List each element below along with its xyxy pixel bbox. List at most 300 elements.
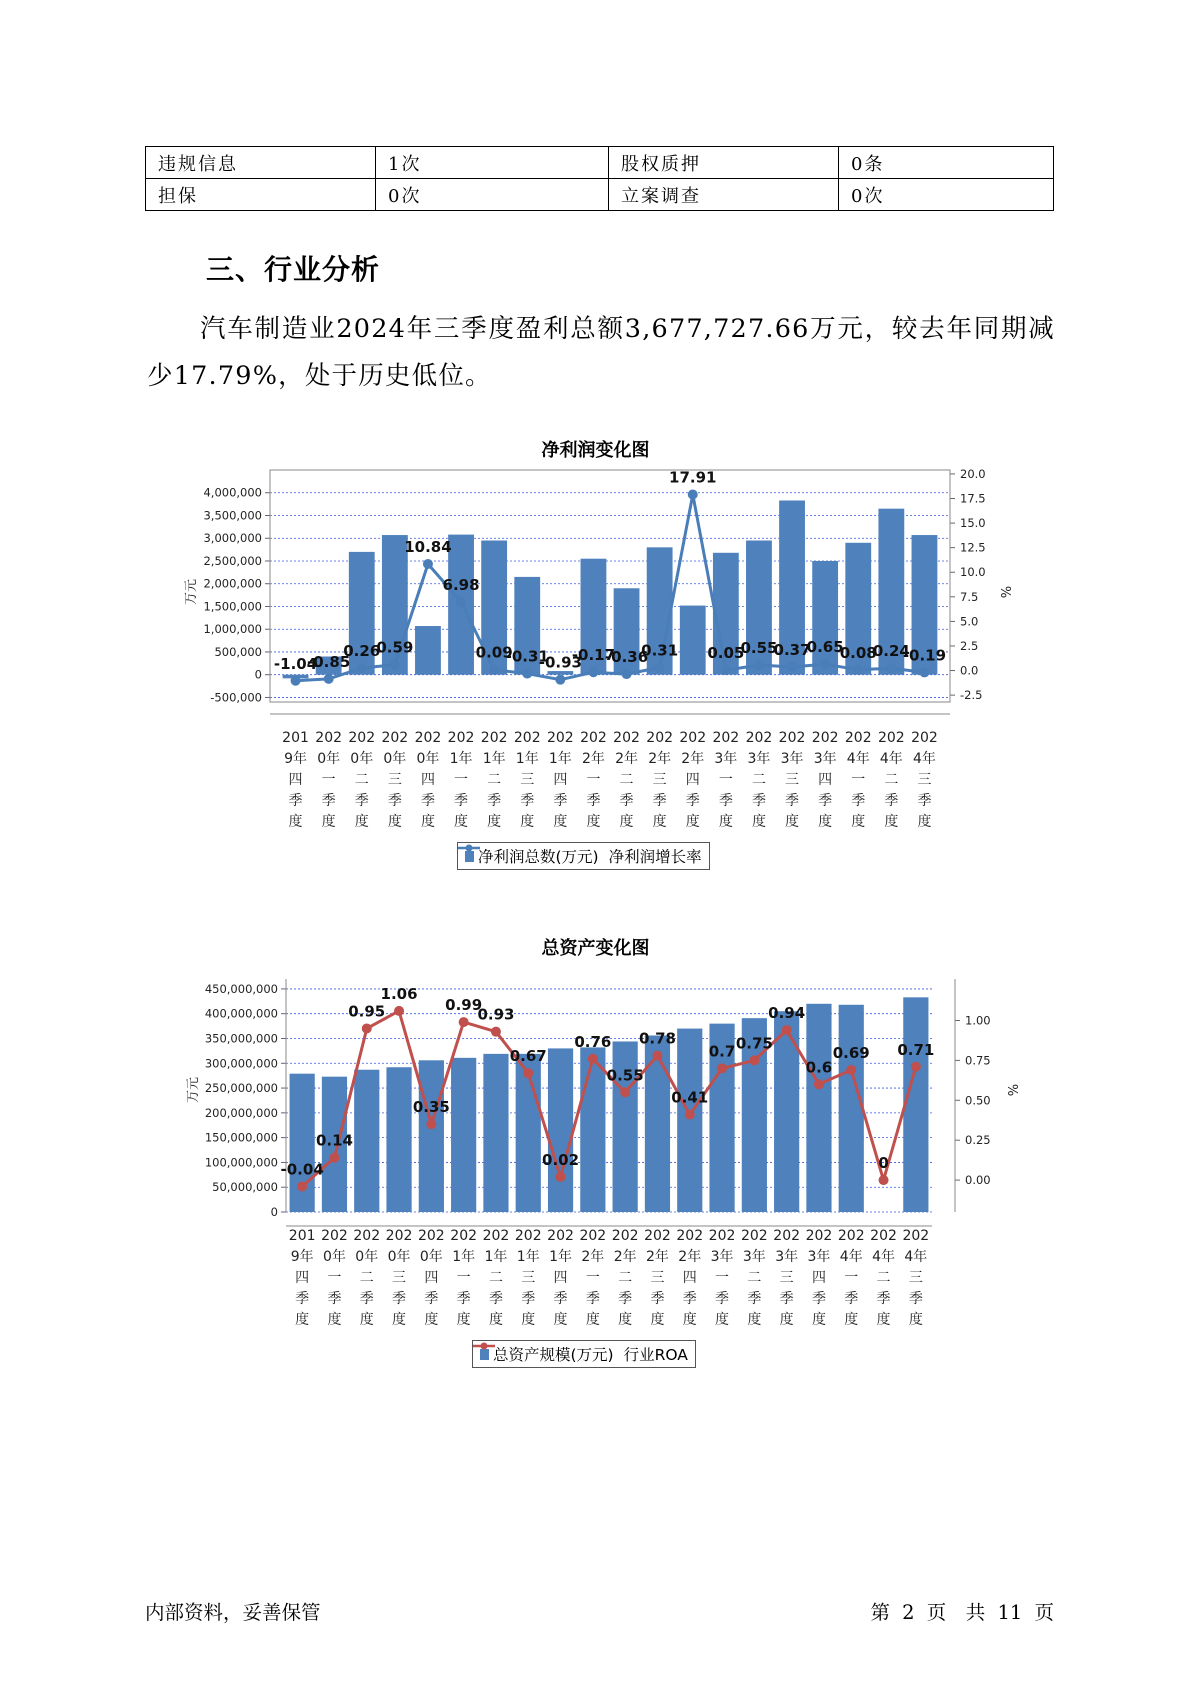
- line-point: [491, 1027, 501, 1037]
- data-label: 0.71: [897, 1040, 935, 1059]
- x-tick-label: 度: [288, 814, 303, 830]
- x-tick-label: 202: [353, 1228, 381, 1244]
- bar: [839, 1005, 864, 1212]
- x-tick-label: 1年: [484, 1249, 508, 1265]
- y2-tick-label: 0.50: [965, 1093, 991, 1108]
- x-tick-label: 季: [917, 793, 932, 809]
- x-tick-label: 度: [354, 814, 369, 830]
- x-tick-label: 季: [520, 793, 535, 809]
- y2-axis-title: %: [997, 585, 1012, 599]
- x-tick-label: 202: [676, 1228, 704, 1244]
- y-tick-label: 50,000,000: [212, 1180, 278, 1195]
- x-tick-label: 度: [387, 814, 402, 830]
- x-tick-label: 202: [740, 1228, 768, 1244]
- legend-line-swatch: [473, 1341, 495, 1351]
- x-tick-label: 季: [487, 793, 502, 809]
- x-tick-label: 度: [785, 814, 800, 830]
- line-point: [390, 660, 400, 670]
- line-point: [814, 1079, 824, 1089]
- data-label: -0.93: [538, 653, 582, 672]
- line-point: [685, 1110, 695, 1120]
- x-tick-label: 三: [779, 1270, 794, 1286]
- data-label: 0.26: [343, 641, 381, 660]
- x-tick-label: 季: [718, 793, 733, 809]
- line-point: [459, 1017, 469, 1027]
- bar: [451, 1058, 476, 1212]
- line-point: [357, 663, 367, 673]
- x-tick-label: 202: [708, 1228, 736, 1244]
- x-tick-label: 季: [779, 1291, 794, 1307]
- line-point: [362, 1023, 372, 1033]
- x-tick-label: 一: [844, 1270, 859, 1286]
- x-tick-label: 度: [751, 814, 766, 830]
- x-tick-label: 度: [715, 1312, 730, 1328]
- x-tick-label: 度: [586, 814, 601, 830]
- x-tick-label: 0年: [383, 751, 407, 767]
- x-tick-label: 202: [811, 730, 839, 746]
- data-label: 0.37: [773, 640, 811, 659]
- x-tick-label: 三: [652, 772, 667, 788]
- x-tick-label: 二: [618, 1270, 633, 1286]
- x-tick-label: 202: [414, 730, 442, 746]
- line-point: [324, 674, 334, 684]
- x-tick-label: 度: [392, 1312, 407, 1328]
- line-point: [749, 1055, 759, 1065]
- x-tick-label: 2年: [648, 751, 672, 767]
- legend-label: 总资产规模(万元): [493, 1346, 614, 1364]
- x-tick-label: 度: [521, 1312, 536, 1328]
- data-label: 0: [878, 1154, 889, 1173]
- data-label: 6.98: [442, 575, 480, 594]
- x-tick-label: 季: [288, 793, 303, 809]
- x-tick-label: 季: [585, 1291, 600, 1307]
- x-tick-label: 1年: [548, 751, 572, 767]
- legend-item: [465, 845, 599, 867]
- legend-item: [480, 1343, 614, 1365]
- x-tick-label: 二: [488, 1270, 503, 1286]
- y2-tick-label: 7.5: [960, 589, 979, 604]
- x-tick-label: 度: [851, 814, 866, 830]
- bar: [580, 1047, 605, 1212]
- y2-tick-label: 5.0: [960, 614, 979, 629]
- x-tick-label: 季: [682, 1291, 697, 1307]
- x-tick-label: 3年: [775, 1249, 799, 1265]
- y-tick-label: 4,000,000: [203, 485, 262, 500]
- x-tick-label: 度: [488, 1312, 503, 1328]
- x-tick-label: 202: [482, 1228, 510, 1244]
- x-tick-label: 三: [917, 772, 932, 788]
- data-label: 0.14: [315, 1131, 353, 1150]
- x-tick-label: 季: [818, 793, 833, 809]
- x-tick-label: 季: [851, 793, 866, 809]
- x-tick-label: 2年: [615, 751, 639, 767]
- x-tick-label: 2年: [681, 751, 705, 767]
- y-tick-label: 450,000,000: [204, 981, 278, 996]
- x-tick-label: 202: [911, 730, 938, 746]
- x-tick-label: 季: [715, 1291, 730, 1307]
- x-tick-label: 四: [553, 1270, 568, 1286]
- x-tick-label: 度: [811, 1312, 826, 1328]
- x-tick-label: 季: [586, 793, 601, 809]
- line-point: [754, 660, 764, 670]
- line-point: [721, 665, 731, 675]
- x-tick-label: 1年: [515, 751, 539, 767]
- x-tick-label: 度: [585, 1312, 600, 1328]
- x-tick-label: 度: [818, 814, 833, 830]
- line-point: [426, 1119, 436, 1129]
- x-tick-label: 二: [751, 772, 766, 788]
- x-tick-label: 度: [359, 1312, 374, 1328]
- x-tick-label: 0年: [355, 1249, 379, 1265]
- x-tick-label: 202: [902, 1228, 930, 1244]
- legend-item: [624, 1343, 688, 1365]
- x-tick-label: 季: [387, 793, 402, 809]
- x-tick-label: 一: [327, 1270, 342, 1286]
- data-label: 0.65: [806, 638, 844, 657]
- x-tick-label: 二: [876, 1270, 891, 1286]
- table-cell: 立案调查: [609, 179, 839, 211]
- line-point: [489, 665, 499, 675]
- data-label: 0.02: [542, 1150, 580, 1169]
- x-tick-label: 度: [685, 814, 700, 830]
- x-tick-label: 3年: [813, 751, 837, 767]
- x-tick-label: 度: [876, 1312, 891, 1328]
- x-tick-label: 202: [646, 730, 674, 746]
- x-tick-label: 4年: [839, 1249, 863, 1265]
- x-tick-label: 度: [884, 814, 899, 830]
- data-label: 0.59: [376, 638, 414, 657]
- x-tick-label: 度: [619, 814, 634, 830]
- x-tick-label: 度: [779, 1312, 794, 1328]
- x-tick-label: 202: [837, 1228, 865, 1244]
- y-tick-label: 300,000,000: [204, 1056, 278, 1071]
- x-tick-label: 0年: [317, 751, 341, 767]
- y-tick-label: 0: [270, 1205, 278, 1219]
- y2-tick-label: 0.0: [960, 663, 979, 678]
- line-point: [291, 676, 301, 686]
- x-tick-label: 二: [487, 772, 502, 788]
- data-label: 0.93: [477, 1005, 515, 1024]
- x-tick-label: 度: [844, 1312, 859, 1328]
- y-tick-label: 250,000,000: [204, 1081, 278, 1096]
- x-tick-label: 3年: [714, 751, 738, 767]
- x-tick-label: 3年: [747, 751, 771, 767]
- total-assets-chart: [0, 968, 1191, 1388]
- x-tick-label: 季: [456, 1291, 471, 1307]
- data-label: 0.31: [641, 641, 679, 660]
- data-label: -0.36: [604, 648, 649, 667]
- x-tick-label: 2年: [581, 1249, 605, 1265]
- x-tick-label: 二: [747, 1270, 762, 1286]
- x-tick-label: 4年: [879, 751, 903, 767]
- footer-note: 内部资料，妥善保管: [145, 1601, 321, 1624]
- y-tick-label: 150,000,000: [204, 1130, 278, 1145]
- x-tick-label: 季: [424, 1291, 439, 1307]
- x-tick-label: 季: [685, 793, 700, 809]
- y-tick-label: 350,000,000: [204, 1031, 278, 1046]
- table-cell: 股权质押: [609, 147, 839, 179]
- x-tick-label: 4年: [846, 751, 870, 767]
- legend-label: 净利润增长率: [608, 848, 702, 866]
- info-table: [145, 146, 1054, 211]
- x-tick-label: 度: [718, 814, 733, 830]
- data-label: 0.94: [768, 1004, 806, 1023]
- x-tick-label: 4年: [904, 1249, 928, 1265]
- x-tick-label: 201: [288, 1228, 316, 1244]
- x-tick-label: 度: [652, 814, 667, 830]
- bar: [774, 1011, 799, 1212]
- y-tick-label: 1,500,000: [203, 599, 262, 614]
- x-tick-label: 季: [811, 1291, 826, 1307]
- x-tick-label: 季: [553, 793, 568, 809]
- line-point: [879, 1175, 889, 1185]
- x-tick-label: 202: [385, 1228, 413, 1244]
- table-cell: 0条: [839, 147, 1054, 179]
- bar: [812, 561, 838, 675]
- x-tick-label: 四: [818, 772, 833, 788]
- x-tick-label: 季: [420, 793, 435, 809]
- x-tick-label: 季: [618, 1291, 633, 1307]
- y2-tick-label: 20.0: [960, 466, 986, 481]
- x-tick-label: 季: [295, 1291, 310, 1307]
- x-tick-label: 三: [392, 1270, 407, 1286]
- chart-title: 总资产变化图: [541, 938, 650, 959]
- x-tick-label: 3年: [710, 1249, 734, 1265]
- bar: [548, 1048, 573, 1212]
- bar: [419, 1060, 444, 1212]
- x-tick-label: 度: [747, 1312, 762, 1328]
- section-title: 三、行业分析: [206, 253, 381, 286]
- x-tick-label: 202: [514, 1228, 542, 1244]
- x-tick-label: 1年: [516, 1249, 540, 1265]
- data-label: -0.19: [902, 646, 947, 665]
- data-label: 0.99: [445, 996, 483, 1015]
- data-label: -0.85: [307, 652, 351, 671]
- x-tick-label: 一: [715, 1270, 730, 1286]
- chart-legend: [472, 1340, 696, 1368]
- y2-tick-label: 1.00: [965, 1013, 991, 1028]
- x-tick-label: 二: [619, 772, 634, 788]
- line-point: [919, 667, 929, 677]
- bar: [415, 626, 441, 675]
- line-point: [911, 1062, 921, 1072]
- y2-axis-title: %: [1004, 1083, 1019, 1097]
- y-tick-label: 2,500,000: [203, 553, 262, 568]
- x-tick-label: 度: [487, 814, 502, 830]
- x-tick-label: 3年: [807, 1249, 831, 1265]
- x-tick-label: 季: [321, 793, 336, 809]
- y2-tick-label: 17.5: [960, 491, 986, 506]
- data-label: -1.04: [273, 654, 318, 673]
- line-point: [423, 559, 433, 569]
- x-tick-label: 度: [295, 1312, 310, 1328]
- data-label: 1.06: [380, 984, 418, 1003]
- x-tick-label: 202: [679, 730, 707, 746]
- table-cell: 担保: [146, 179, 376, 211]
- line-point: [782, 1025, 792, 1035]
- x-tick-label: 四: [295, 1270, 310, 1286]
- x-tick-label: 三: [387, 772, 402, 788]
- x-tick-label: 一: [718, 772, 733, 788]
- x-tick-label: 一: [321, 772, 336, 788]
- x-tick-label: 4年: [912, 751, 936, 767]
- x-tick-label: 0年: [322, 1249, 346, 1265]
- x-tick-label: 202: [870, 1228, 897, 1244]
- x-tick-label: 0年: [350, 751, 374, 767]
- x-tick-label: 度: [520, 814, 535, 830]
- x-tick-label: 一: [456, 1270, 471, 1286]
- x-tick-label: 202: [745, 730, 773, 746]
- line-point: [717, 1063, 727, 1073]
- x-tick-label: 2年: [678, 1249, 702, 1265]
- net-profit-chart-svg: [0, 466, 1191, 890]
- x-tick-label: 季: [908, 1291, 923, 1307]
- x-tick-label: 度: [917, 814, 932, 830]
- table-cell: 违规信息: [146, 147, 376, 179]
- line-point: [394, 1006, 404, 1016]
- legend-label: 净利润总数(万元): [478, 848, 599, 866]
- x-tick-label: 度: [682, 1312, 697, 1328]
- data-label: 0.67: [509, 1047, 547, 1066]
- y-tick-label: 400,000,000: [204, 1006, 278, 1021]
- x-tick-label: 度: [553, 814, 568, 830]
- bar: [677, 1029, 702, 1212]
- y2-tick-label: 0.00: [965, 1173, 991, 1188]
- data-label: 0.78: [638, 1029, 676, 1048]
- legend-line-swatch: [458, 843, 480, 853]
- y-tick-label: 0: [254, 667, 262, 682]
- bar: [645, 1036, 670, 1212]
- data-label: 0.6: [805, 1058, 833, 1077]
- x-tick-label: 季: [619, 793, 634, 809]
- page-number: 第 2 页 共 11 页: [870, 1601, 1054, 1624]
- x-tick-label: 1年: [452, 1249, 476, 1265]
- table-cell: 0次: [376, 179, 609, 211]
- x-tick-label: 度: [456, 1312, 471, 1328]
- x-tick-label: 二: [359, 1270, 374, 1286]
- x-tick-label: 四: [424, 1270, 439, 1286]
- x-tick-label: 202: [712, 730, 740, 746]
- x-tick-label: 一: [454, 772, 469, 788]
- y2-tick-label: 0.75: [965, 1053, 991, 1068]
- x-tick-label: 四: [420, 772, 435, 788]
- y-axis-title: 万元: [184, 578, 199, 606]
- x-tick-label: 202: [613, 730, 640, 746]
- x-tick-label: 4年: [872, 1249, 896, 1265]
- x-tick-label: 季: [488, 1291, 503, 1307]
- x-tick-label: 四: [685, 772, 700, 788]
- line-point: [556, 1172, 566, 1182]
- x-tick-label: 二: [354, 772, 369, 788]
- line-point: [555, 675, 565, 685]
- line-point: [588, 667, 598, 677]
- x-tick-label: 三: [908, 1270, 923, 1286]
- line-point: [853, 665, 863, 675]
- x-tick-label: 度: [420, 814, 435, 830]
- x-tick-label: 202: [579, 1228, 607, 1244]
- y-axis-title: 万元: [186, 1076, 201, 1104]
- total-assets-chart-svg: [0, 968, 1191, 1388]
- x-tick-label: 三: [520, 772, 535, 788]
- legend-label: 行业ROA: [623, 1346, 688, 1364]
- x-tick-label: 三: [650, 1270, 665, 1286]
- x-tick-label: 季: [392, 1291, 407, 1307]
- x-tick-label: 季: [844, 1291, 859, 1307]
- x-tick-label: 季: [652, 793, 667, 809]
- x-tick-label: 四: [682, 1270, 697, 1286]
- bar: [483, 1054, 508, 1212]
- y2-tick-label: 15.0: [960, 516, 986, 531]
- x-tick-label: 1年: [482, 751, 506, 767]
- x-tick-label: 2年: [613, 1249, 637, 1265]
- x-tick-label: 季: [785, 793, 800, 809]
- y2-tick-label: 0.25: [965, 1133, 991, 1148]
- table-row: [146, 179, 1054, 211]
- data-label: 0.76: [574, 1032, 612, 1051]
- y2-tick-label: 10.0: [960, 565, 986, 580]
- x-tick-label: 202: [447, 730, 475, 746]
- data-label: 17.91: [669, 468, 717, 487]
- x-tick-label: 季: [747, 1291, 762, 1307]
- line-point: [456, 597, 466, 607]
- x-tick-label: 1年: [449, 751, 473, 767]
- y-tick-label: 3,000,000: [203, 531, 262, 546]
- data-label: 0.75: [735, 1034, 773, 1053]
- x-tick-label: 度: [650, 1312, 665, 1328]
- table-cell: 1次: [376, 147, 609, 179]
- x-tick-label: 1年: [549, 1249, 573, 1265]
- x-tick-label: 度: [618, 1312, 633, 1328]
- y-tick-label: -500,000: [210, 690, 262, 705]
- x-tick-label: 202: [417, 1228, 445, 1244]
- x-tick-label: 202: [844, 730, 872, 746]
- data-label: 0.69: [832, 1043, 870, 1062]
- x-tick-label: 度: [553, 1312, 568, 1328]
- x-tick-label: 季: [454, 793, 469, 809]
- x-tick-label: 3年: [742, 1249, 766, 1265]
- line-point: [688, 489, 698, 499]
- line-point: [620, 1087, 630, 1097]
- data-label: -0.04: [280, 1160, 324, 1179]
- x-tick-label: 202: [611, 1228, 639, 1244]
- x-tick-label: 二: [884, 772, 899, 788]
- y-tick-label: 3,500,000: [203, 508, 262, 523]
- x-tick-label: 202: [773, 1228, 801, 1244]
- x-tick-label: 2年: [581, 751, 605, 767]
- data-label: 0.35: [412, 1098, 450, 1117]
- x-tick-label: 四: [811, 1270, 826, 1286]
- table-row: [146, 147, 1054, 179]
- x-tick-label: 季: [521, 1291, 536, 1307]
- legend-item: [609, 845, 702, 867]
- data-label: 0.41: [671, 1088, 709, 1107]
- data-label: 10.84: [404, 537, 452, 556]
- y-tick-label: 200,000,000: [204, 1105, 278, 1120]
- x-tick-label: 季: [650, 1291, 665, 1307]
- x-tick-label: 一: [585, 1270, 600, 1286]
- x-tick-label: 202: [315, 730, 343, 746]
- data-label: 0.08: [839, 643, 877, 662]
- line-point: [820, 659, 830, 669]
- line-point: [297, 1181, 307, 1191]
- x-tick-label: 季: [359, 1291, 374, 1307]
- x-tick-label: 9年: [284, 751, 308, 767]
- y2-tick-label: 2.5: [960, 638, 979, 653]
- data-label: -0.17: [571, 646, 616, 665]
- bar: [354, 1070, 379, 1212]
- analysis-paragraph: 汽车制造业2024年三季度盈利总额3,677,727.66万元，较去年同期减少17.79%，处于历史低位。: [147, 314, 1055, 391]
- x-tick-label: 0年: [387, 1249, 411, 1265]
